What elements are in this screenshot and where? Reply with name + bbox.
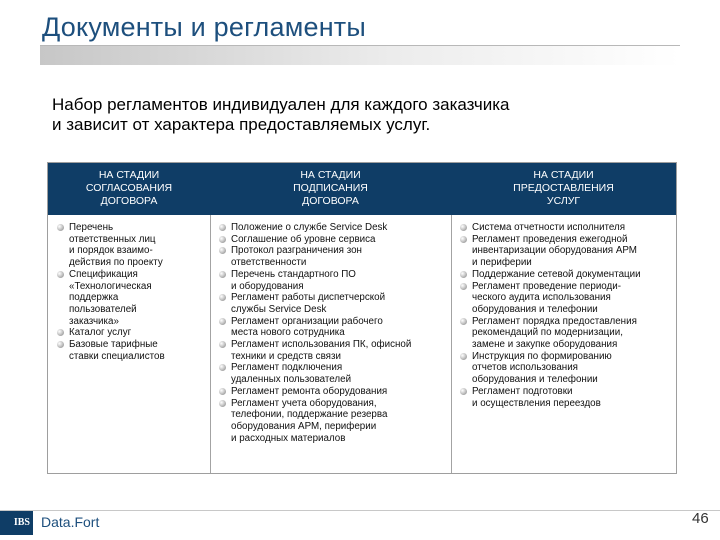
list-item-text: Регламент подготовки — [472, 385, 573, 397]
column-header-service: НА СТАДИИ ПРЕДОСТАВЛЕНИЯ УСЛУГ — [513, 169, 614, 207]
list-item-text: Перечень — [69, 222, 114, 233]
table-header — [48, 163, 676, 215]
list-item — [451, 222, 676, 234]
list-item-text: оборудования и телефонии — [472, 374, 598, 386]
bullet-icon — [219, 294, 226, 301]
bullet-icon — [219, 224, 226, 231]
bullet-icon — [460, 318, 467, 325]
list-item — [210, 362, 451, 385]
list-item — [48, 269, 210, 328]
list-item — [210, 222, 451, 234]
list-item — [48, 222, 210, 269]
list-item — [451, 269, 676, 281]
list-item-text: рекомендаций по модернизации, — [472, 327, 623, 339]
bullet-icon — [219, 318, 226, 325]
list-item-text: замене и закупке оборудования — [472, 339, 618, 351]
column-header-agreement: НА СТАДИИ СОГЛАСОВАНИЯ ДОГОВОРА — [85, 169, 173, 207]
list-item-text: и расходных материалов — [231, 432, 346, 444]
list-item — [48, 339, 210, 362]
list-item-text: Регламент проведения ежегодной — [472, 233, 628, 245]
list-item-text: и периферии — [472, 257, 532, 269]
list-item-text: и осуществления переездов — [472, 397, 601, 409]
datafort-logo: Data.Fort — [41, 514, 100, 530]
list-item-text: заказчика» — [69, 315, 119, 327]
list-item-text: Перечень стандартного ПО — [231, 268, 356, 280]
list-item — [48, 327, 210, 339]
column-list — [451, 222, 676, 409]
list-item — [451, 351, 676, 386]
column-list — [210, 222, 451, 444]
bullet-icon — [460, 353, 467, 360]
list-item-text: Протокол разграничения зон — [231, 245, 362, 257]
bullet-icon — [57, 329, 64, 336]
bullet-icon — [219, 247, 226, 254]
bullet-icon — [57, 224, 64, 231]
list-item — [210, 398, 451, 445]
bullet-icon — [219, 271, 226, 278]
list-item — [451, 386, 676, 409]
bullet-icon — [219, 364, 226, 371]
list-item-text: места нового сотрудника — [231, 327, 345, 339]
intro-text — [52, 95, 652, 135]
list-item-text: инвентаризации оборудования АРМ — [472, 245, 637, 257]
list-item-text: Регламент порядка предоставления — [472, 315, 637, 327]
list-item-text: Регламент работы диспетчерской — [231, 292, 386, 304]
list-item-text: пользователей — [69, 303, 137, 315]
column-list — [48, 222, 210, 362]
ibs-logo: IBS — [0, 511, 33, 535]
list-item — [451, 316, 676, 351]
list-item-text: Базовые тарифные — [69, 339, 158, 351]
column-divider — [451, 215, 452, 473]
list-item — [451, 234, 676, 269]
list-item-text: Регламент учета оборудования, — [231, 397, 377, 409]
list-item — [210, 292, 451, 315]
list-item — [210, 386, 451, 398]
bullet-icon — [57, 341, 64, 348]
list-item-text: Система отчетности исполнителя — [472, 222, 626, 233]
list-item-text: Каталог услуг — [69, 327, 132, 339]
list-item-text: и оборудования — [231, 280, 304, 292]
list-item-text: службы Service Desk — [231, 303, 327, 315]
list-item — [210, 245, 451, 268]
list-item-text: Регламент ремонта оборудования — [231, 385, 388, 397]
column-agreement — [48, 215, 210, 473]
list-item-text: удаленных пользователей — [231, 374, 352, 386]
list-item-text: поддержка — [69, 292, 119, 304]
page-number: 46 — [692, 510, 709, 527]
list-item-text: Регламент использования ПК, офисной — [231, 339, 412, 351]
list-item-text: ставки специалистов — [69, 350, 165, 362]
list-item-text: и порядок взаимо- — [69, 245, 153, 257]
title-underline — [40, 45, 680, 65]
bullet-icon — [460, 283, 467, 290]
bullet-icon — [219, 388, 226, 395]
list-item-text: телефонии, поддержание резерва — [231, 409, 388, 421]
list-item-text: ческого аудита использования — [472, 292, 611, 304]
list-item-text: «Технологическая — [69, 280, 152, 292]
bullet-icon — [219, 341, 226, 348]
footer-divider — [0, 510, 720, 511]
list-item-text: Регламент организации рабочего — [231, 315, 383, 327]
list-item-text: Спецификация — [69, 268, 138, 280]
list-item — [210, 316, 451, 339]
list-item-text: оборудования и телефонии — [472, 303, 598, 315]
bullet-icon — [460, 236, 467, 243]
list-item — [451, 281, 676, 316]
column-signing — [210, 215, 451, 473]
page-title: Документы и регламенты — [42, 12, 366, 42]
list-item-text: Регламент проведение периоди- — [472, 280, 621, 292]
list-item — [210, 234, 451, 246]
column-service — [451, 215, 676, 473]
intro-line: Набор регламентов индивидуален для каждого заказчика — [52, 95, 510, 114]
list-item-text: Регламент подключения — [231, 362, 343, 374]
column-header-signing: НА СТАДИИ ПОДПИСАНИЯ ДОГОВОРА — [293, 169, 368, 207]
bullet-icon — [57, 271, 64, 278]
bullet-icon — [219, 400, 226, 407]
intro-line: и зависит от характера предоставляемых услуг. — [52, 115, 431, 134]
list-item-text: Инструкция по формированию — [472, 350, 612, 362]
bullet-icon — [460, 388, 467, 395]
bullet-icon — [460, 224, 467, 231]
list-item-text: Положение о службе Service Desk — [231, 222, 388, 233]
list-item-text: оборудования АРМ, периферии — [231, 420, 377, 432]
list-item-text: отчетов использования — [472, 362, 578, 374]
list-item-text: действия по проекту — [69, 257, 163, 269]
list-item-text: Поддержание сетевой документации — [472, 268, 641, 280]
list-item-text: Соглашение об уровне сервиса — [231, 233, 376, 245]
list-item-text: ответственных лиц — [69, 233, 156, 245]
list-item-text: техники и средств связи — [231, 350, 341, 362]
documents-table — [47, 162, 677, 474]
table-body — [48, 215, 676, 473]
list-item — [210, 269, 451, 292]
list-item-text: ответственности — [231, 257, 307, 269]
list-item — [210, 339, 451, 362]
column-divider — [210, 215, 211, 473]
bullet-icon — [219, 236, 226, 243]
bullet-icon — [460, 271, 467, 278]
